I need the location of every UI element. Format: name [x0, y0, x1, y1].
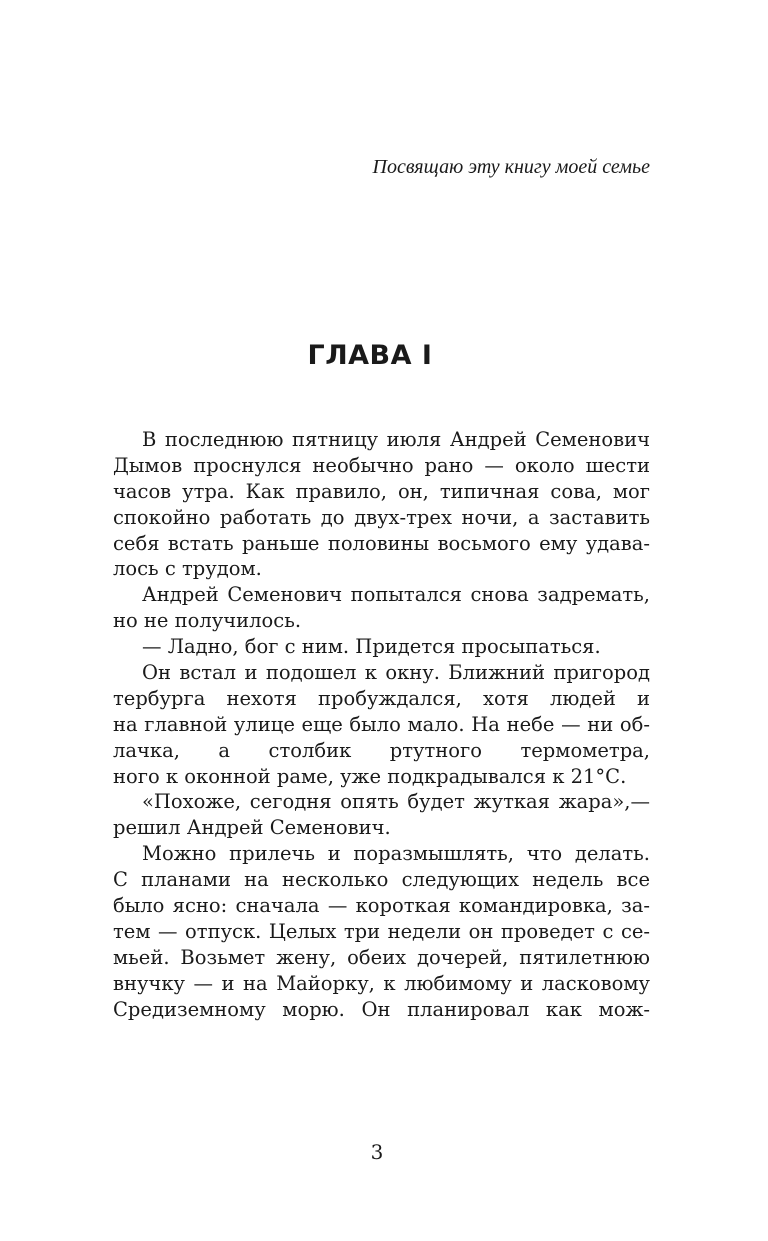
text-line: лачка, а столбик ртутного термометра, [113, 738, 650, 762]
chapter-body [113, 427, 650, 1022]
text-line: часов утра. Как правило, он, типичная сова, мог [113, 479, 650, 503]
text-line: себя встать раньше половины восьмого ему удава- [113, 531, 650, 555]
paragraph [113, 634, 650, 660]
text-line: Он встал и подошел к окну. Ближний пригород [142, 661, 650, 685]
chapter-title: ГЛАВА I [307, 340, 433, 371]
text-line: тербурга нехотя пробуждался, хотя людей и [113, 686, 650, 710]
paragraph [113, 582, 650, 634]
text-line: спокойно работать до двух-трех ночи, а заставить [113, 505, 650, 529]
text-line: Андрей Семенович попытался снова задремать, [142, 583, 650, 607]
paragraph [113, 789, 650, 841]
paragraph [113, 660, 650, 789]
text-line: Можно прилечь и поразмышлять, что делать. [142, 842, 650, 866]
text-line: — Ладно, бог с ним. Придется просыпаться. [142, 635, 601, 659]
text-line: лось с трудом. [113, 557, 262, 581]
text-line: было ясно: сначала — короткая командировка, за- [113, 894, 650, 918]
dedication: Посвящаю эту книгу моей семье [372, 156, 650, 178]
text-line: Средиземному морю. Он планировал как мож- [113, 997, 650, 1021]
paragraph [113, 427, 650, 582]
text-line: тем — отпуск. Целых три недели он проведет с се- [113, 919, 650, 943]
text-line: решил Андрей Семенович. [113, 816, 391, 840]
text-line: ного к оконной раме, уже подкрадывался к 21°С. [113, 764, 627, 788]
text-line: В последнюю пятницу июля Андрей Семенович [142, 428, 650, 451]
paragraph [113, 841, 650, 1022]
text-line: мьей. Возьмет жену, обеих дочерей, пятилетнюю [113, 945, 650, 969]
text-line: «Похоже, сегодня опять будет жуткая жара»,— [142, 790, 650, 814]
text-line: внучку — и на Майорку, к любимому и ласковому [113, 971, 650, 995]
text-line: но не получилось. [113, 609, 302, 633]
text-line: на главной улице еще было мало. На небе — ни об- [113, 712, 650, 736]
text-line: Дымов проснулся необычно рано — около шести [113, 453, 650, 477]
page-number: 3 [370, 1140, 384, 1164]
text-line: С планами на несколько следующих недель все [113, 868, 650, 892]
